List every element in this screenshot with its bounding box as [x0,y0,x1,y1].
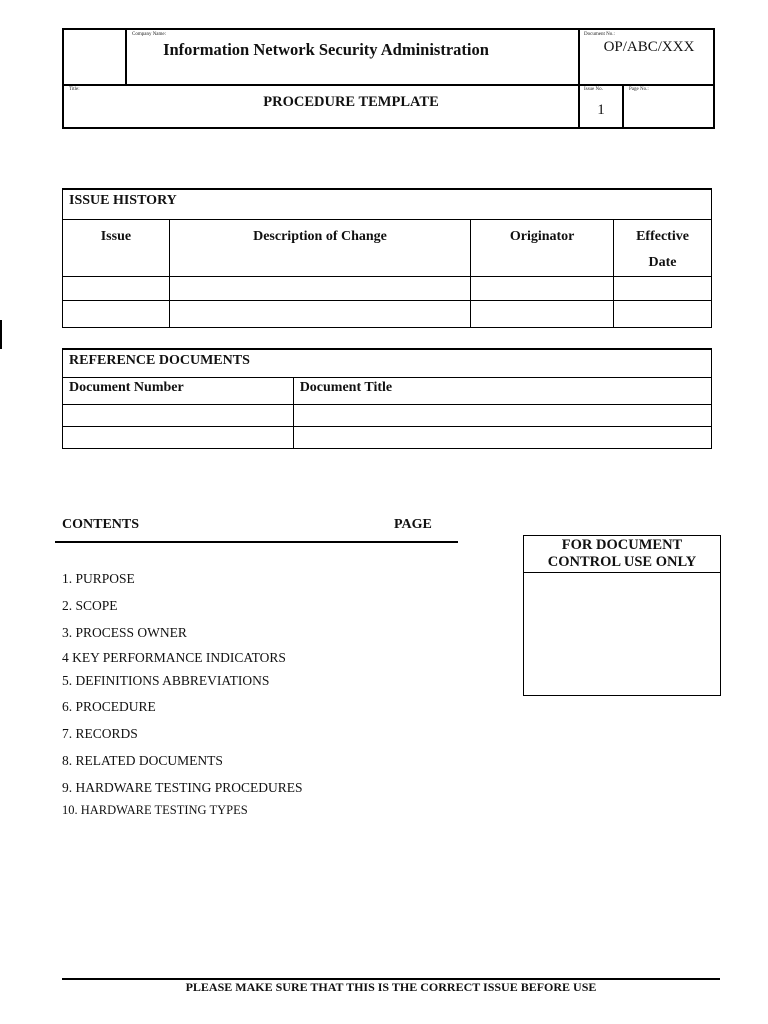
contents-rule [55,541,458,543]
table-cell [614,300,712,327]
table-cell [63,404,294,426]
toc-item-purpose[interactable]: 1. PURPOSE [62,571,135,586]
issue-history-table [62,188,712,328]
table-cell [293,426,711,448]
document-header [62,28,715,129]
issue-history-header-row [63,219,712,276]
table-cell [63,276,170,300]
issue-number: 1 [597,102,605,118]
document-title: PROCEDURE TEMPLATE [263,94,439,110]
table-row [63,404,712,426]
document-control-box [523,535,721,696]
column-header-issue: Issue [63,219,170,276]
column-header-originator: Originator [471,219,614,276]
table-row [63,426,712,448]
table-cell [471,276,614,300]
reference-documents-table [62,348,712,449]
table-row [63,300,712,327]
footer-notice: PLEASE MAKE SURE THAT THIS IS THE CORRECT ISSUE BEFORE USE [185,980,597,994]
column-header-description: Description of Change [169,219,470,276]
title-label: Title: [69,87,80,92]
document-control-title: FOR DOCUMENT CONTROL USE ONLY [524,536,720,573]
toc-item-definitions-abbreviations[interactable]: 5. DEFINITIONS ABBREVIATIONS [62,673,270,688]
toc-item-procedure[interactable]: 6. PROCEDURE [62,699,156,714]
header-divider [64,84,713,86]
column-header-effective-date: Effective Date [614,219,712,276]
toc-item-records[interactable]: 7. RECORDS [62,726,138,741]
page-no-label: Page No.: [629,87,649,92]
table-cell [169,276,470,300]
company-name: Information Network Security Administration [163,40,489,59]
margin-mark [0,320,2,349]
toc-item-process-owner[interactable]: 3. PROCESS OWNER [62,625,187,640]
toc-item-hardware-testing-procedures[interactable]: 9. HARDWARE TESTING PROCEDURES [62,780,303,795]
reference-documents-header-row [63,377,712,404]
reference-documents-caption: REFERENCE DOCUMENTS [63,349,712,377]
document-no-label: Document No.: [584,32,615,37]
reference-documents-caption-row [63,349,712,377]
contents-heading: CONTENTS [62,517,140,532]
column-header-document-title: Document Title [293,377,711,404]
issue-history-caption-row [63,189,712,219]
table-cell [169,300,470,327]
toc-item-scope[interactable]: 2. SCOPE [62,598,118,613]
table-row [63,276,712,300]
table-cell [471,300,614,327]
table-cell [63,426,294,448]
page-no-divider [622,85,624,129]
toc-item-key-performance-indicators[interactable]: 4 KEY PERFORMANCE INDICATORS [62,650,286,665]
toc-item-hardware-testing-types[interactable]: 10. HARDWARE TESTING TYPES [62,803,248,817]
column-header-document-number: Document Number [63,377,294,404]
toc-item-related-documents[interactable]: 8. RELATED DOCUMENTS [62,753,223,768]
issue-history-caption: ISSUE HISTORY [63,189,712,219]
table-cell [614,276,712,300]
table-cell [293,404,711,426]
issue-no-label: Issue No. [584,87,603,92]
document-number: OP/ABC/XXX [603,39,695,55]
page-column-heading: PAGE [394,517,432,532]
company-name-label: Company Name: [132,32,167,37]
table-cell [63,300,170,327]
